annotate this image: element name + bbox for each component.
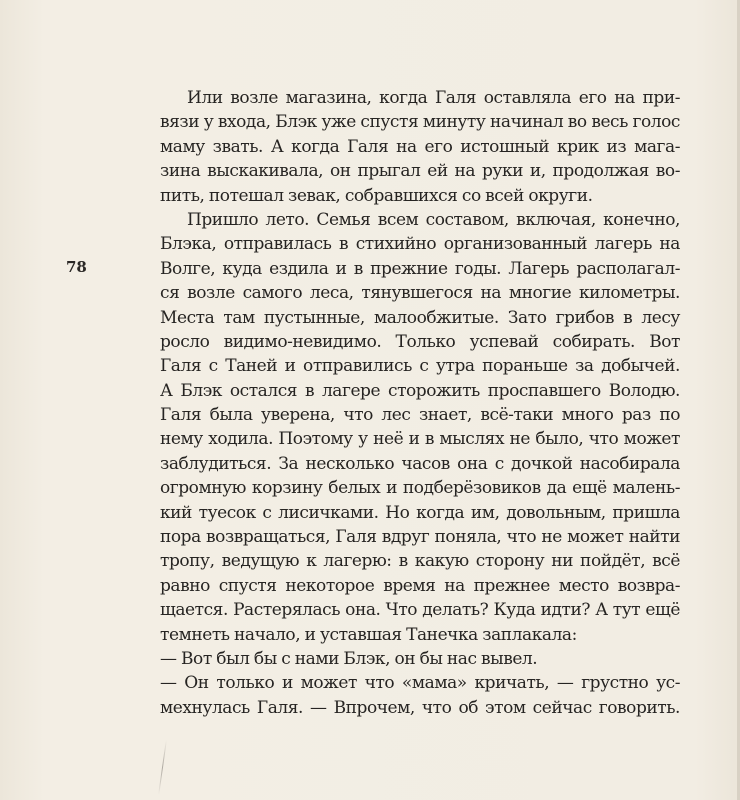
page-number: 78 (66, 258, 87, 276)
text-line: Пришло лето. Семья всем составом, включая, конечно, (187, 209, 680, 230)
text-line: росло видимо-невидимо. Только успевай собирать. Вот (160, 331, 680, 352)
text-line: Волге, куда ездила и в прежние годы. Лагерь располагал- (160, 258, 680, 279)
text-line: А Блэк остался в лагере сторожить проспавшего Володю. (160, 380, 680, 401)
text-line: ся возле самого леса, тянувшегося на многие километры. (160, 283, 680, 304)
text-line: зина выскакивала, он прыгал ей на руки и, продолжая во- (160, 161, 680, 182)
text-line: кий туесок с лисичками. Но когда им, довольным, пришла (160, 502, 680, 523)
text-line: Блэка, отправилась в стихийно организованный лагерь на (160, 234, 680, 255)
text-line: — Вот был бы с нами Блэк, он бы нас вывел. (160, 648, 538, 669)
text-line: Галя была уверена, что лес знает, всё-таки много раз по (160, 405, 680, 426)
text-line: огромную корзину белых и подберёзовиков да ещё малень- (160, 478, 680, 499)
text-line: — Он только и может что «мама» кричать, — грустно ус- (160, 673, 680, 694)
text-line: Галя с Таней и отправились с утра пораньше за добычей. (160, 356, 680, 377)
text-line: пить, потешал зевак, собравшихся со всей округи. (160, 185, 593, 206)
text-line: нему ходила. Поэтому у неё и в мыслях не было, что может (160, 429, 680, 450)
text-line: мехнулась Галя. — Впрочем, что об этом сейчас говорить. (160, 697, 680, 718)
text-line: вязи у входа, Блэк уже спустя минуту начинал во весь голос (160, 112, 680, 133)
text-line: равно спустя некоторое время на прежнее место возвра- (160, 575, 680, 596)
text-line: Места там пустынные, малообжитые. Зато грибов в лесу (160, 307, 680, 328)
text-line: заблудиться. За несколько часов она с дочкой насобирала (160, 453, 680, 474)
text-line: тропу, ведущую к лагерю: в какую сторону ни пойдёт, всё (160, 551, 680, 572)
text-line: пора возвращаться, Галя вдруг поняла, что не может найти (160, 527, 680, 548)
text-line: темнеть начало, и уставшая Танечка заплакала: (160, 624, 577, 645)
body-text (160, 86, 680, 720)
pencil-mark (158, 740, 167, 795)
text-line: Или возле магазина, когда Галя оставляла его на при- (187, 88, 680, 108)
text-line: маму звать. А когда Галя на его истошный крик из мага- (160, 136, 680, 157)
text-line: щается. Растерялась она. Что делать? Куда идти? А тут ещё (160, 600, 680, 621)
